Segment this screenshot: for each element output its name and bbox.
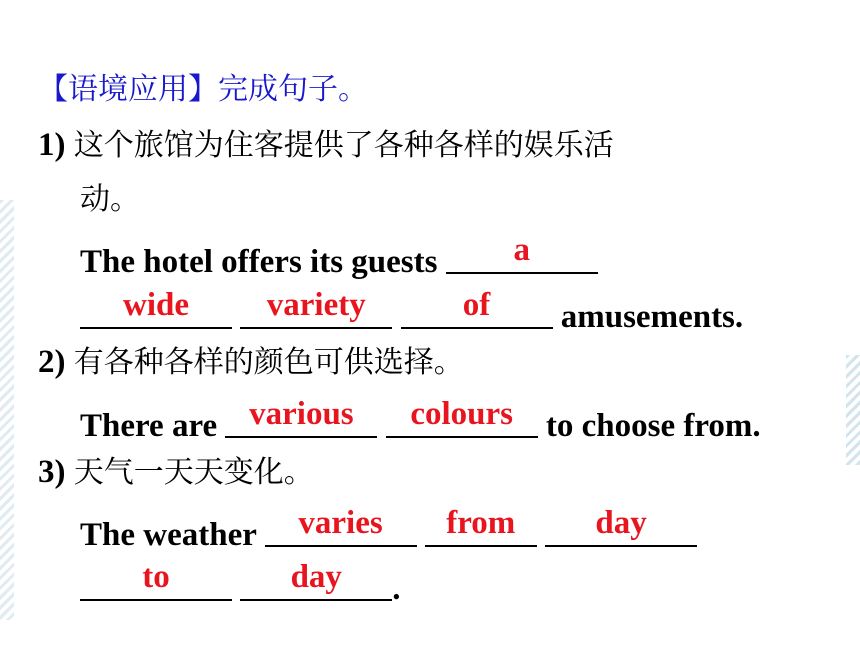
item-3-chinese-text: 天气一天天变化。 <box>73 455 314 490</box>
item-1-chinese-line1 <box>38 125 614 166</box>
item-1-english-line2 <box>80 289 743 337</box>
item-3-sentence-end: . <box>392 571 401 607</box>
item-2-chinese-line <box>38 342 464 383</box>
item-1-english-line1 <box>80 234 598 282</box>
item-2-english-line <box>80 398 761 446</box>
item-3-chinese-line <box>38 452 314 493</box>
answer-blank <box>80 561 232 601</box>
answer-text: varies <box>298 505 383 541</box>
answer-text: variety <box>266 287 366 323</box>
answer-blank <box>446 234 598 274</box>
answer-text: day <box>595 505 647 541</box>
item-3-number: 3) <box>38 454 66 490</box>
item-2-sentence-start: There are <box>80 408 218 444</box>
left-decorative-stripes <box>0 200 14 620</box>
item-2-sentence-end: to choose from. <box>545 408 761 444</box>
section-heading: 【语境应用】完成句子。 <box>38 72 368 107</box>
item-1-sentence-start: The hotel offers its guests <box>80 244 438 280</box>
item-3-english-line1 <box>80 507 697 555</box>
answer-text: a <box>513 232 530 268</box>
answer-blank <box>545 507 697 547</box>
item-2-number: 2) <box>38 344 66 380</box>
answer-text: colours <box>410 396 513 432</box>
item-1-sentence-end: amusements. <box>560 299 744 335</box>
answer-blank <box>401 289 553 329</box>
answer-blank <box>265 507 417 547</box>
answer-blank <box>240 289 392 329</box>
answer-text: day <box>290 559 342 595</box>
answer-blank <box>386 398 538 438</box>
item-3-sentence-start: The weather <box>80 517 257 553</box>
item-3-english-line2 <box>80 561 401 609</box>
answer-blank <box>225 398 377 438</box>
item-1-number: 1) <box>38 127 66 163</box>
answer-text: from <box>446 505 516 541</box>
item-1-chinese-line2: 动。 <box>80 182 140 217</box>
answer-blank <box>240 561 392 601</box>
right-decorative-stripes <box>846 355 860 465</box>
answer-text: wide <box>123 287 189 323</box>
answer-blank <box>80 289 232 329</box>
item-1-chinese-text: 这个旅馆为住客提供了各种各样的娱乐活 <box>73 128 614 163</box>
item-2-chinese-text: 有各种各样的颜色可供选择。 <box>73 345 464 380</box>
answer-text: of <box>462 287 491 323</box>
answer-blank <box>425 507 537 547</box>
answer-text: to <box>142 559 170 595</box>
answer-text: various <box>249 396 354 432</box>
